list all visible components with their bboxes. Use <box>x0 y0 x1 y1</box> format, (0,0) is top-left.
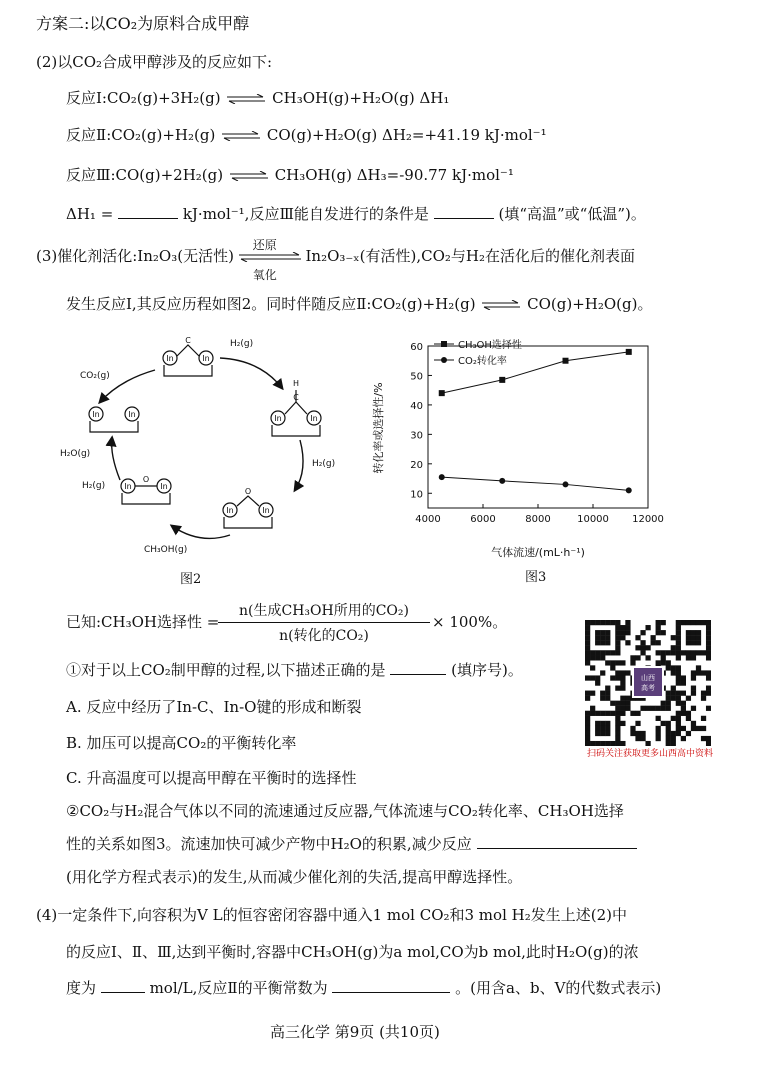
reaction-1 <box>66 88 449 108</box>
dh1-label: ΔH₁ = <box>66 205 114 223</box>
answer-blank-condition[interactable] <box>434 204 494 219</box>
x-tick-label: 12000 <box>632 514 664 525</box>
arrow-bottom-label: 氧化 <box>252 268 277 282</box>
figure-2-caption: 图2 <box>180 572 202 587</box>
q3-line-2a: 发生反应Ⅰ,其反应历程如图2。同时伴随反应Ⅱ:CO₂(g)+H₂(g) <box>66 295 476 313</box>
answer-blank-concentration[interactable] <box>101 978 145 993</box>
q4-line-3 <box>66 978 661 998</box>
label-h2o: H₂O(g) <box>60 449 91 459</box>
qr-logo-badge <box>632 666 664 698</box>
sub-question-2-line-3: (用化学方程式表示)的发生,从而减少催化剂的失活,提高甲醇选择性。 <box>66 868 523 886</box>
q3-line-1b: In₂O₃₋ₓ(有活性),CO₂与H₂在活化后的催化剂表面 <box>305 247 636 265</box>
y-tick-label: 10 <box>410 489 423 501</box>
in-atom-label: In <box>262 506 270 515</box>
chart-x-axis-label: 气体流速/(mL·h⁻¹) <box>491 546 585 559</box>
x-tick-label: 6000 <box>470 514 496 525</box>
known-lead: 已知:CH₃OH选择性 = <box>66 613 220 631</box>
q4-text-b: mol/L,反应Ⅱ的平衡常数为 <box>149 979 328 997</box>
sub-question-2-text: 性的关系如图3。流速加快可减少产物中H₂O的积累,减少反应 <box>66 835 472 853</box>
data-point <box>563 481 569 487</box>
sub-question-2-line-1: ②CO₂与H₂混合气体以不同的流速通过反应器,气体流速与CO₂转化率、CH₃OH选择 <box>66 802 624 820</box>
q4-text-c: 。(用含a、b、V的代数式表示) <box>455 979 662 997</box>
in-atom-label: In <box>202 354 210 363</box>
mechanism-diagram <box>60 330 360 570</box>
data-point <box>499 377 505 383</box>
reaction-3 <box>66 165 514 185</box>
qr-badge-line-1: 山西 <box>641 674 655 682</box>
cycle-arrow <box>220 358 282 388</box>
qr-promo-text: 扫码关注获取更多山西高中资料 <box>586 749 713 759</box>
label-co2: CO₂(g) <box>80 371 110 381</box>
y-tick-label: 40 <box>410 400 423 412</box>
formula-denominator: n(转化的CO₂) <box>279 628 369 644</box>
in-atom-label: In <box>274 414 282 423</box>
in-atom-label: In <box>310 414 318 423</box>
q4-line-1: (4)一定条件下,向容积为V L的恒容密闭容器中通入1 mol CO₂和3 mol H₂发生上述(2)中 <box>36 906 627 924</box>
figure-3-caption: 图3 <box>525 570 547 585</box>
qr-badge-line-2: 高考 <box>641 684 655 692</box>
selectivity-formula <box>218 600 430 645</box>
label-h2-top: H₂(g) <box>230 339 254 349</box>
equilibrium-arrow-icon <box>239 252 301 262</box>
in-atom-label: In <box>226 506 234 515</box>
answer-blank-dh1[interactable] <box>118 204 178 219</box>
answer-blank-equation[interactable] <box>477 834 637 849</box>
flowrate-chart <box>368 328 668 560</box>
option-b: B. 加压可以提高CO₂的平衡转化率 <box>66 734 297 752</box>
q4-text-a: 度为 <box>66 979 97 997</box>
data-point <box>439 390 445 396</box>
label-h2-left: H₂(g) <box>82 481 106 491</box>
x-tick-label: 4000 <box>415 514 441 525</box>
h-atom-label: H <box>292 379 300 388</box>
q3-line-1 <box>36 238 636 282</box>
x-tick-label: 8000 <box>525 514 551 525</box>
legend-label: CH₃OH选择性 <box>458 340 522 351</box>
q2-condition-text: kJ·mol⁻¹,反应Ⅲ能自发进行的条件是 <box>182 205 429 223</box>
data-point <box>439 474 445 480</box>
equilibrium-arrow-icon <box>482 300 520 310</box>
q3-line-2b: CO(g)+H₂O(g)。 <box>527 295 653 313</box>
legend-marker <box>441 341 447 347</box>
data-point <box>563 358 569 364</box>
q3-line-1a: (3)催化剂活化:In₂O₃(无活性) <box>36 247 234 265</box>
c-atom-label: C <box>185 336 191 345</box>
q4-line-2: 的反应Ⅰ、Ⅱ、Ⅲ,达到平衡时,容器中CH₃OH(g)为a mol,CO为b mol,此时H₂O(g)的浓 <box>66 943 639 961</box>
legend-marker <box>441 357 447 363</box>
o-atom-label: O <box>142 475 150 484</box>
sub-question-1 <box>66 660 523 680</box>
section-title: 方案二:以CO₂为原料合成甲醇 <box>36 14 250 33</box>
in-atom-label: In <box>92 410 100 419</box>
reaction-2-left: 反应Ⅱ:CO₂(g)+H₂(g) <box>66 126 216 144</box>
redox-arrow <box>239 238 301 282</box>
option-a: A. 反应中经历了In-C、In-O键的形成和断裂 <box>66 698 362 716</box>
label-h2-right: H₂(g) <box>312 459 336 469</box>
in-atom-label: In <box>160 482 168 491</box>
in-atom-label: In <box>128 410 136 419</box>
sub-question-1-text: ①对于以上CO₂制甲醇的过程,以下描述正确的是 <box>66 661 386 679</box>
arrow-top-label: 还原 <box>252 238 277 252</box>
legend-label: CO₂转化率 <box>458 356 507 367</box>
series-line <box>442 477 629 490</box>
reaction-1-left: 反应Ⅰ:CO₂(g)+3H₂(g) <box>66 89 221 107</box>
x-tick-label: 10000 <box>577 514 609 525</box>
y-tick-label: 30 <box>410 430 423 442</box>
formula-numerator: n(生成CH₃OH所用的CO₂) <box>218 600 430 623</box>
o-atom-label: O <box>244 487 252 496</box>
cycle-arrow <box>295 440 303 490</box>
formula-times: × 100%。 <box>432 613 508 631</box>
reaction-2 <box>66 125 547 145</box>
cycle-arrow <box>172 526 230 538</box>
sub-question-1-hint: (填序号)。 <box>451 661 523 679</box>
in-atom-label: In <box>124 482 132 491</box>
sub-question-2-line-2 <box>66 834 637 854</box>
label-ch3oh: CH₃OH(g) <box>144 545 188 555</box>
reaction-3-right: CH₃OH(g) ΔH₃=-90.77 kJ·mol⁻¹ <box>274 166 514 184</box>
equilibrium-arrow-icon <box>230 171 268 181</box>
q2-intro: (2)以CO₂合成甲醇涉及的反应如下: <box>36 53 273 71</box>
data-point <box>499 478 505 484</box>
chart-frame <box>428 346 648 508</box>
y-tick-label: 50 <box>410 371 423 383</box>
reaction-1-right: CH₃OH(g)+H₂O(g) ΔH₁ <box>272 89 450 107</box>
data-point <box>626 349 632 355</box>
reaction-3-left: 反应Ⅲ:CO(g)+2H₂(g) <box>66 166 224 184</box>
equilibrium-arrow-icon <box>227 94 265 104</box>
q2-fill-line <box>66 204 646 224</box>
reaction-2-right: CO(g)+H₂O(g) ΔH₂=+41.19 kJ·mol⁻¹ <box>266 126 547 144</box>
answer-blank-k[interactable] <box>332 978 450 993</box>
page-footer: 高三化学 第9页 (共10页) <box>270 1023 440 1041</box>
cycle-arrow <box>112 438 120 480</box>
data-point <box>626 487 632 493</box>
c-atom-label: C <box>293 393 299 402</box>
equilibrium-arrow-icon <box>222 131 260 141</box>
y-tick-label: 60 <box>410 342 423 353</box>
answer-blank-choice[interactable] <box>390 660 446 675</box>
y-tick-label: 20 <box>410 459 423 471</box>
option-c: C. 升高温度可以提高甲醇在平衡时的选择性 <box>66 769 357 787</box>
q3-line-2 <box>66 294 652 314</box>
in-atom-label: In <box>166 354 174 363</box>
q2-hint: (填“高温”或“低温”)。 <box>498 205 646 223</box>
chart-y-axis-label: 转化率或选择性/% <box>372 382 385 474</box>
